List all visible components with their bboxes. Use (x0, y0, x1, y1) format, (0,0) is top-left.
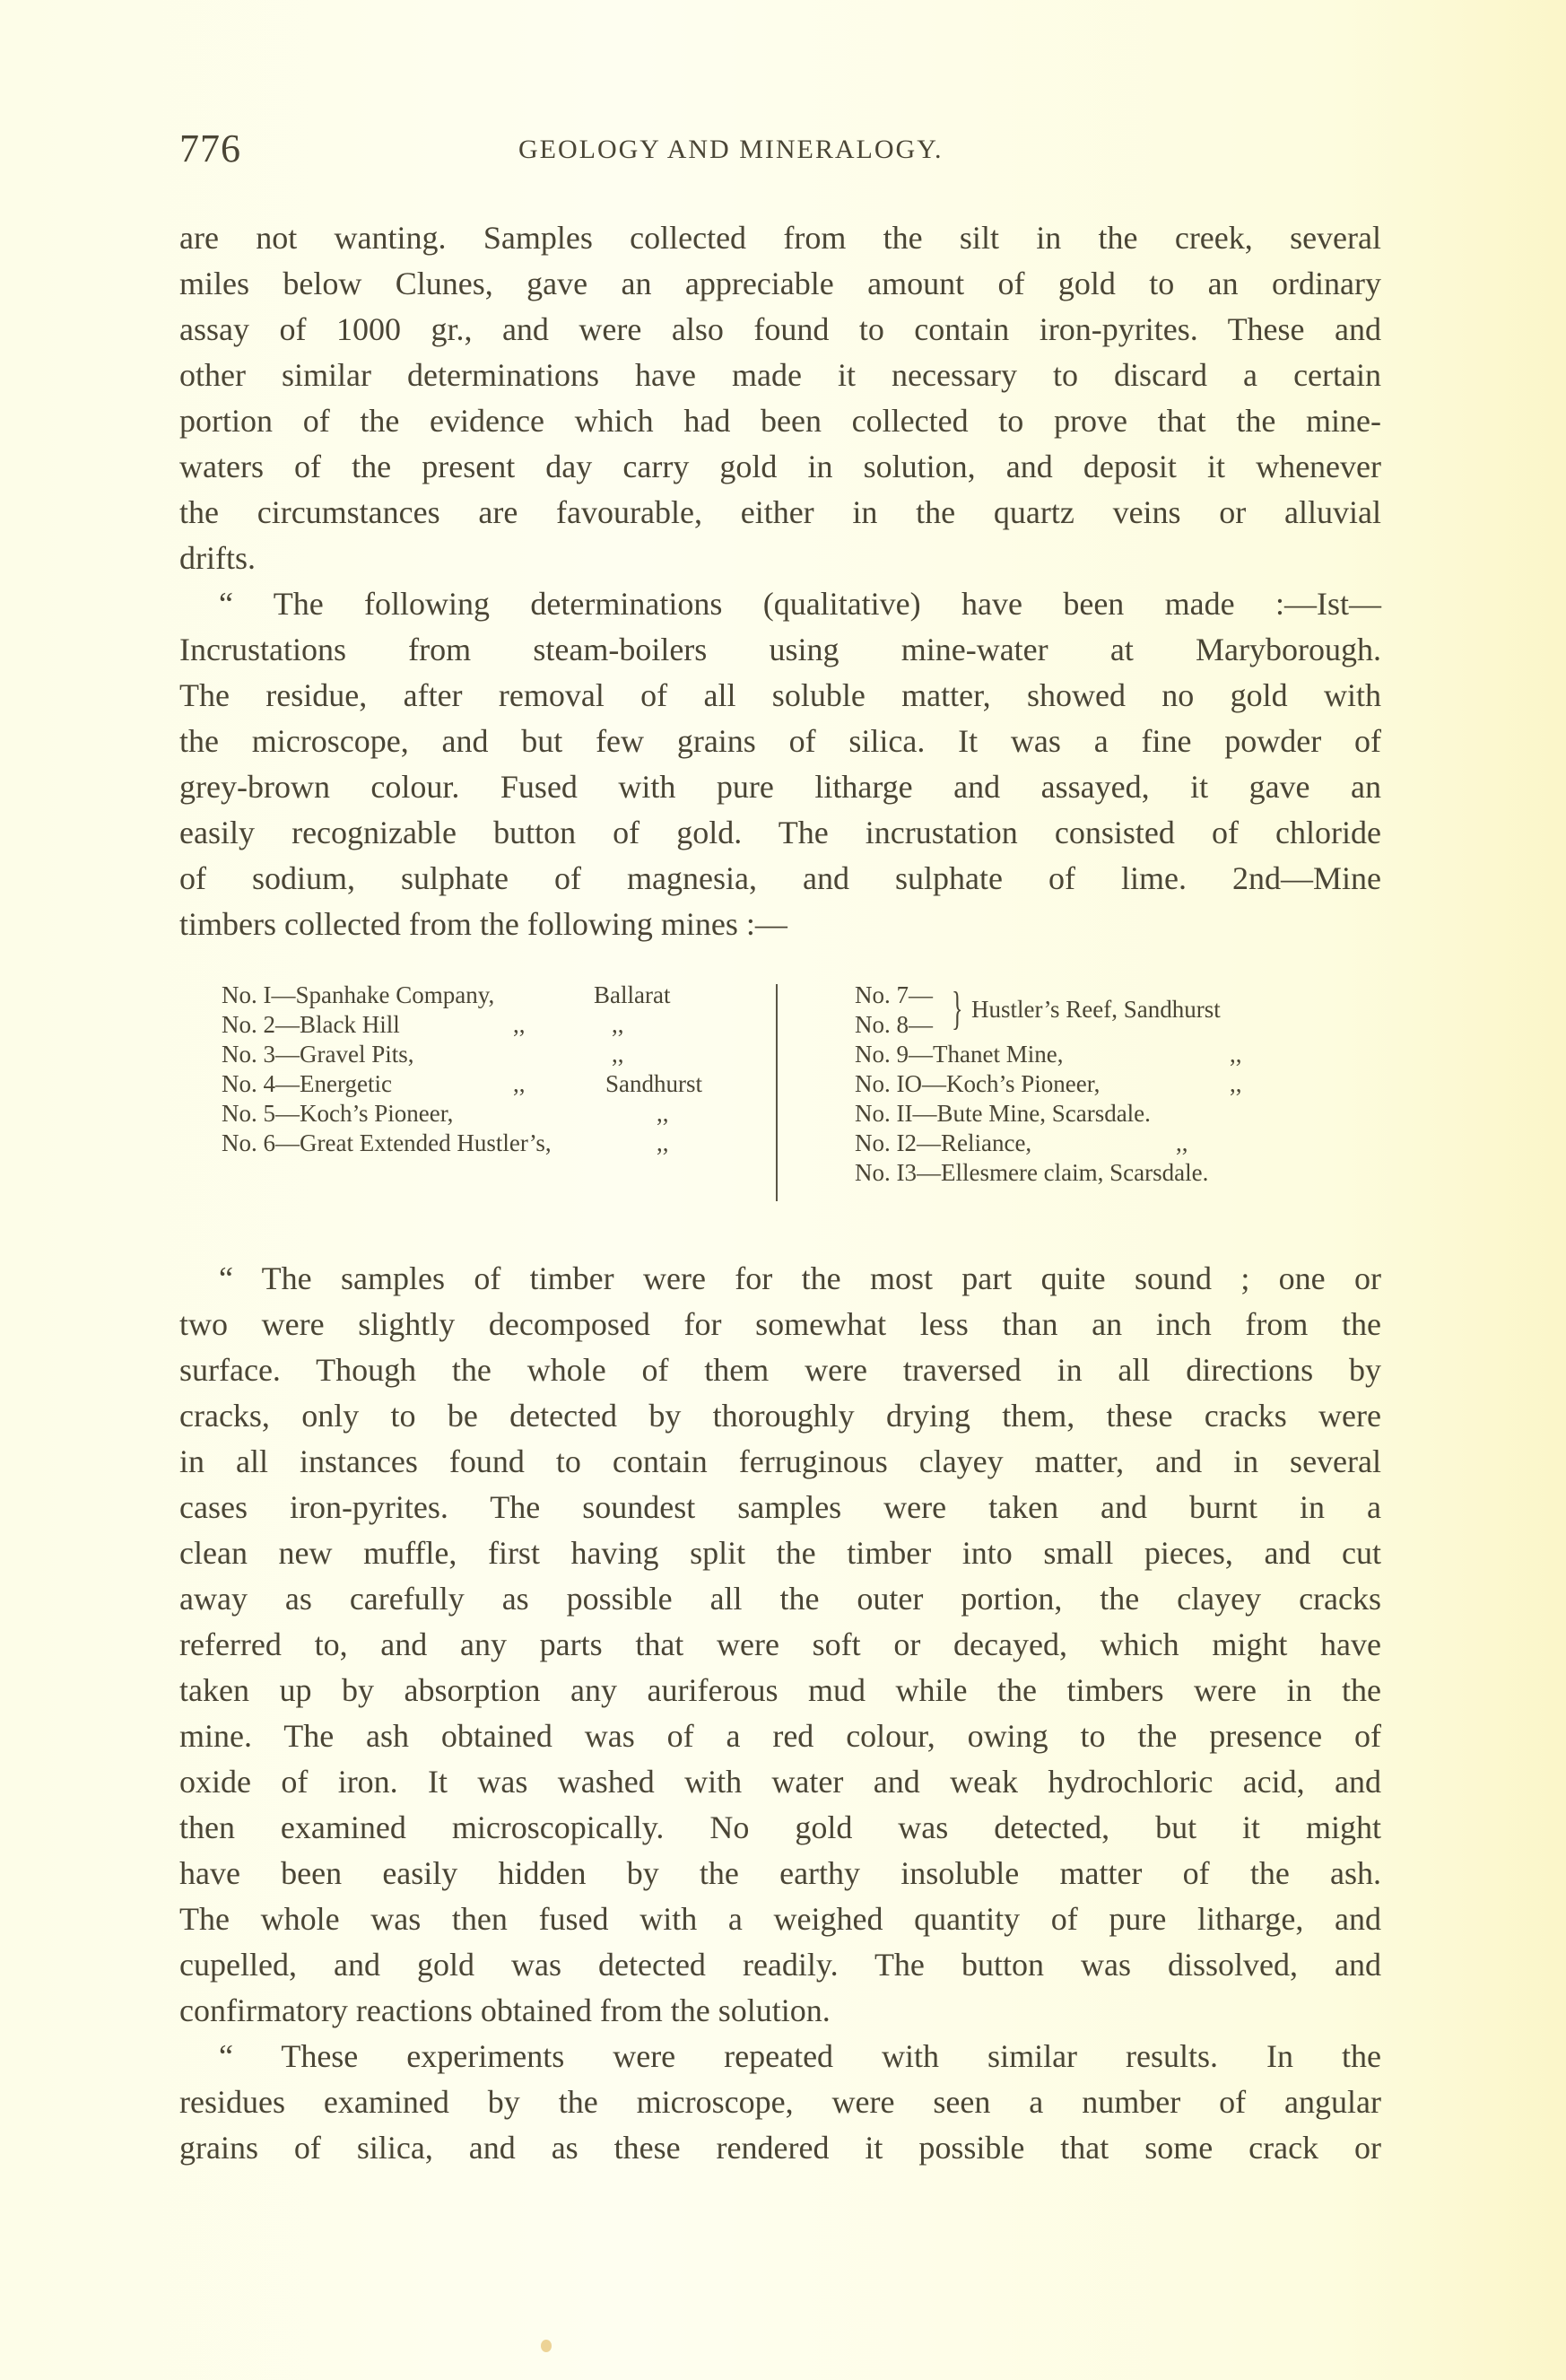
mine-place: Sandhurst (605, 1070, 702, 1097)
text-line: assay of 1000 gr., and were also found to contain iron-pyrites. These and (179, 311, 1381, 347)
mine-row (222, 1099, 724, 1129)
text-line: cases iron-pyrites. The soundest samples were taken and burnt in a (179, 1489, 1381, 1525)
mine-row (855, 1099, 1393, 1129)
column-divider (776, 984, 778, 1201)
text-line: waters of the present day carry gold in solution, and deposit it whenever (179, 449, 1381, 484)
text-line: “ These experiments were repeated with similar results. In the (219, 2038, 1381, 2074)
mine-row (222, 1129, 724, 1158)
mine-name: No. 5—Koch’s Pioneer, (222, 1100, 454, 1127)
mine-row (222, 1040, 724, 1069)
mine-name: No. 6—Great Extended Hustler’s, (222, 1129, 552, 1156)
text-line: “ The samples of timber were for the most part quite sound ; one or (219, 1260, 1381, 1296)
page-number: 776 (179, 126, 241, 170)
mine-place: ,, (1230, 1070, 1242, 1097)
mine-bracket-group (855, 981, 1393, 1040)
text-line: drifts. (179, 540, 256, 576)
text-line: portion of the evidence which had been collected to prove that the mine- (179, 403, 1381, 439)
mine-name: No. IO—Koch’s Pioneer, (855, 1070, 1101, 1097)
mines-list (222, 981, 1388, 1214)
mine-number: No. 7— (855, 981, 933, 1008)
mine-number: No. 8— (855, 1011, 933, 1038)
text-line: have been easily hidden by the earthy insoluble matter of the ash. (179, 1855, 1381, 1891)
text-line: two were slightly decomposed for somewhat less than an inch from the (179, 1306, 1381, 1342)
mine-place: ,, (1176, 1129, 1188, 1156)
mine-row (855, 1129, 1393, 1158)
ditto-mark: ,, (513, 1070, 526, 1097)
text-line: grey-brown colour. Fused with pure litharge and assayed, it gave an (179, 769, 1381, 805)
text-line: The whole was then fused with a weighed quantity of pure litharge, and (179, 1901, 1381, 1937)
paragraph-block-bottom (179, 1256, 1381, 2171)
text-line: of sodium, sulphate of magnesia, and sulphate of lime. 2nd—Mine (179, 860, 1381, 896)
text-line: the microscope, and but few grains of silica. It was a fine powder of (179, 723, 1381, 759)
text-line: other similar determinations have made it necessary to discard a certain (179, 357, 1381, 393)
text-line: “ The following determinations (qualitative) have been made :—Ist— (219, 586, 1381, 622)
paper-stain (541, 2340, 552, 2352)
text-line: cracks, only to be detected by thoroughly drying them, these cracks were (179, 1398, 1381, 1434)
mine-place: Hustler’s Reef, Sandhurst (971, 996, 1221, 1023)
text-line: surface. Though the whole of them were traversed in all directions by (179, 1352, 1381, 1388)
running-title: GEOLOGY AND MINERALOGY. (518, 135, 944, 164)
text-line: residues examined by the microscope, were seen a number of angular (179, 2084, 1381, 2120)
mine-name: No. 3—Gravel Pits, (222, 1041, 414, 1068)
text-line: cupelled, and gold was detected readily. The button was dissolved, and (179, 1947, 1381, 1983)
mine-place: ,, (657, 1129, 669, 1156)
mine-place: ,, (657, 1100, 669, 1127)
text-line: grains of silica, and as these rendered it possible that some crack or (179, 2130, 1381, 2166)
mines-column-left (222, 981, 724, 1158)
mine-name: No. 4—Energetic (222, 1070, 392, 1097)
mine-row (855, 1158, 1393, 1188)
text-line: Incrustations from steam-boilers using mine-water at Maryborough. (179, 632, 1381, 667)
mine-name: No. I3—Ellesmere claim, Scarsdale. (855, 1159, 1209, 1186)
text-line: the circumstances are favourable, either in the quartz veins or alluvial (179, 494, 1381, 530)
text-line: easily recognizable button of gold. The incrustation consisted of chloride (179, 815, 1381, 850)
text-line: timbers collected from the following mines :— (179, 906, 787, 942)
mine-row (222, 1010, 724, 1040)
text-line: taken up by absorption any auriferous mud while the timbers were in the (179, 1672, 1381, 1708)
mine-name: No. I2—Reliance, (855, 1129, 1032, 1156)
ditto-mark: ,, (513, 1011, 526, 1038)
text-line: away as carefully as possible all the outer portion, the clayey cracks (179, 1581, 1381, 1617)
text-line: referred to, and any parts that were soft or decayed, which might have (179, 1626, 1381, 1662)
text-line: miles below Clunes, gave an appreciable amount of gold to an ordinary (179, 266, 1381, 301)
running-head (179, 126, 1381, 179)
mines-column-right (855, 981, 1393, 1188)
text-line: clean new muffle, first having split the timber into small pieces, and cut (179, 1535, 1381, 1571)
paragraph-block-top (179, 215, 1381, 947)
mine-place: ,, (1230, 1041, 1242, 1068)
mine-place: ,, (612, 1041, 624, 1068)
mine-row (222, 1069, 724, 1099)
mine-place: ,, (612, 1011, 624, 1038)
mine-row (855, 1040, 1393, 1069)
mine-row (222, 981, 724, 1010)
brace-icon: } (952, 983, 963, 1034)
text-line: mine. The ash obtained was of a red colour, owing to the presence of (179, 1718, 1381, 1754)
text-line: oxide of iron. It was washed with water and weak hydrochloric acid, and (179, 1764, 1381, 1800)
mine-place: Ballarat (594, 981, 671, 1008)
text-line: The residue, after removal of all soluble matter, showed no gold with (179, 677, 1381, 713)
mine-row (855, 1069, 1393, 1099)
mine-name: No. I—Spanhake Company, (222, 981, 495, 1008)
text-line: in all instances found to contain ferruginous clayey matter, and in several (179, 1443, 1381, 1479)
text-line: confirmatory reactions obtained from the solution. (179, 1992, 831, 2028)
mine-name: No. 9—Thanet Mine, (855, 1041, 1064, 1068)
text-line: then examined microscopically. No gold was detected, but it might (179, 1809, 1381, 1845)
mine-name: No. II—Bute Mine, Scarsdale. (855, 1100, 1151, 1127)
text-line: are not wanting. Samples collected from the silt in the creek, several (179, 220, 1381, 256)
mine-name: No. 2—Black Hill (222, 1011, 400, 1038)
